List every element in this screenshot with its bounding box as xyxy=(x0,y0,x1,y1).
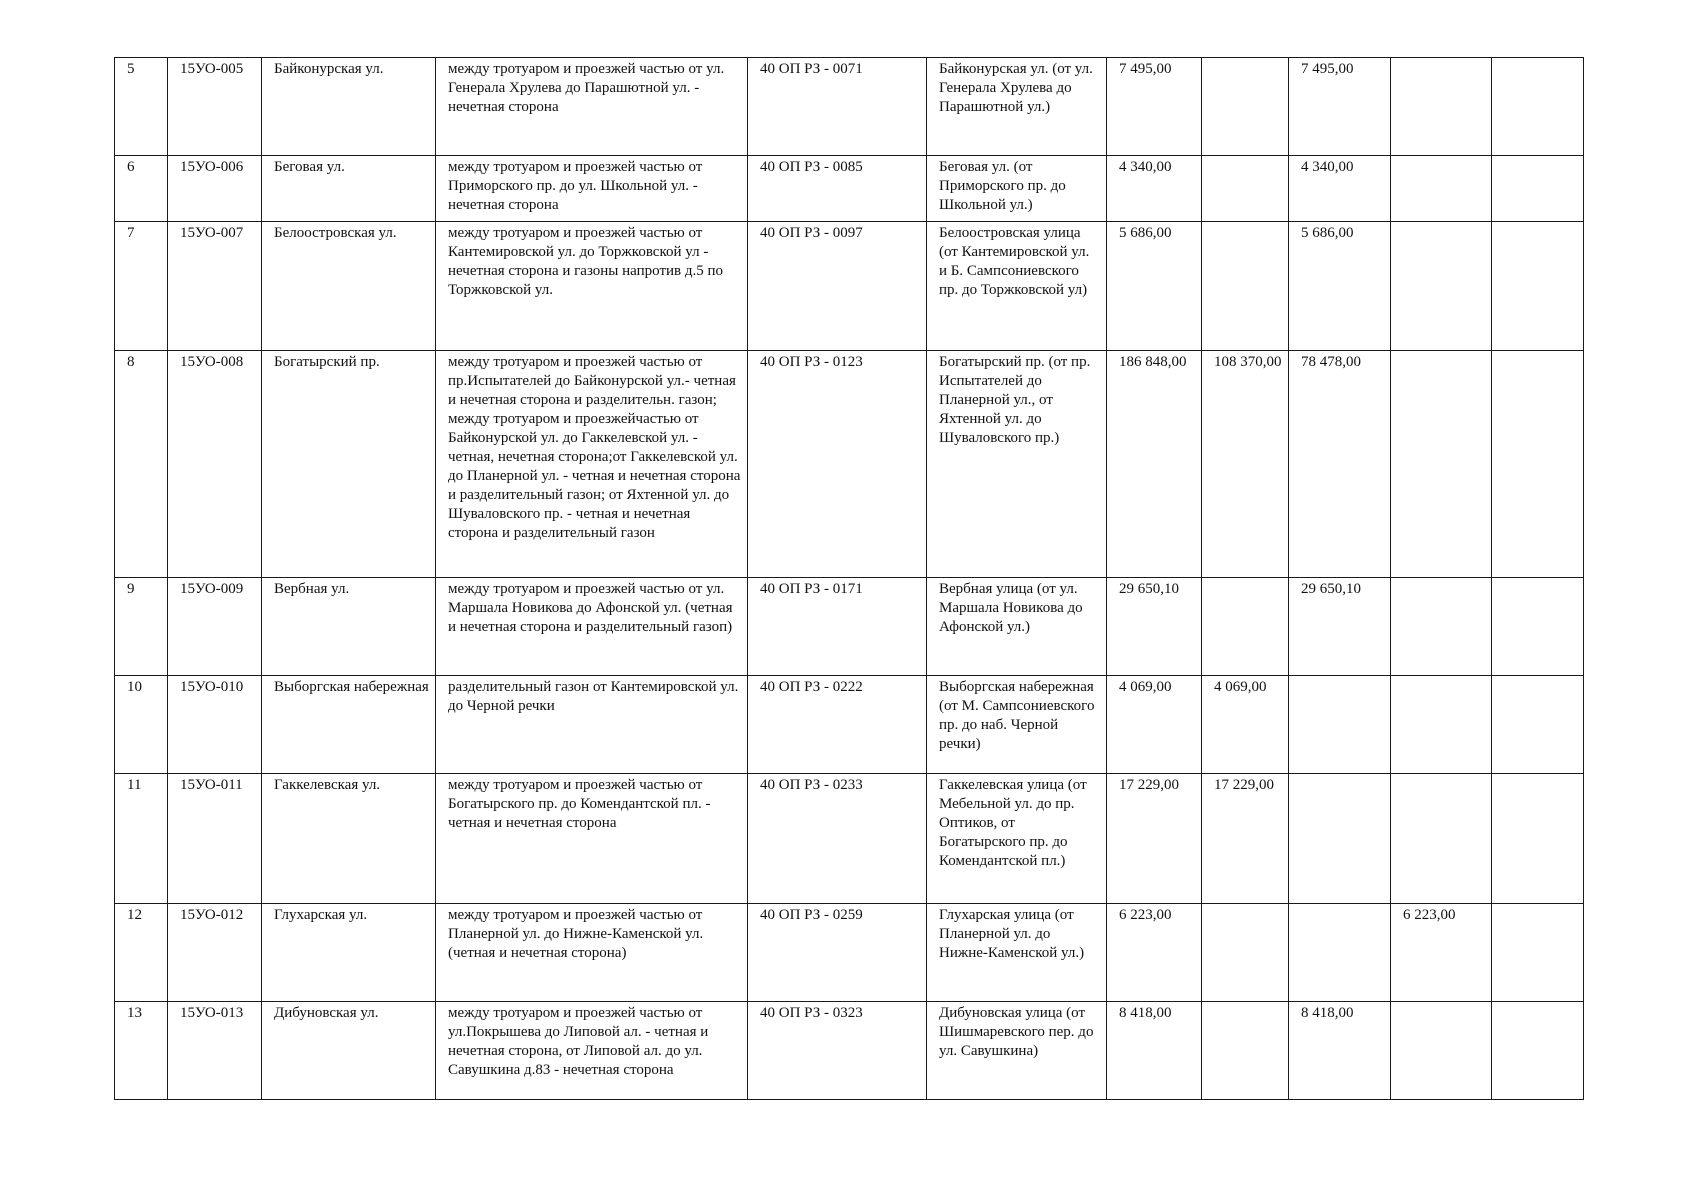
street-name: Вербная ул. xyxy=(262,578,436,676)
row-number: 11 xyxy=(115,774,168,904)
area-col-10 xyxy=(1391,222,1492,351)
area-col-10 xyxy=(1391,156,1492,222)
street-name: Глухарская ул. xyxy=(262,904,436,1002)
road-name: Богатырский пр. (от пр. Испытателей до Планерной ул., от Яхтенной ул. до Шуваловского пр.) xyxy=(927,351,1107,578)
road-name: Дибуновская улица (от Шишмаревского пер. до ул. Савушкина) xyxy=(927,1002,1107,1100)
green-zones-table xyxy=(114,57,1584,1100)
area-col-9: 7 495,00 xyxy=(1289,58,1391,156)
street-name: Гаккелевская ул. xyxy=(262,774,436,904)
area-col-8 xyxy=(1202,904,1289,1002)
area-col-9: 5 686,00 xyxy=(1289,222,1391,351)
table-row xyxy=(115,156,1584,222)
area-total: 6 223,00 xyxy=(1107,904,1202,1002)
area-col-8 xyxy=(1202,58,1289,156)
row-number: 10 xyxy=(115,676,168,774)
table-row xyxy=(115,578,1584,676)
road-id: 40 ОП РЗ - 0085 xyxy=(748,156,927,222)
area-col-10 xyxy=(1391,676,1492,774)
road-name: Белоостровская улица (от Кантемировской ул. и Б. Сампсониевского пр. до Торжковской ул) xyxy=(927,222,1107,351)
road-name: Беговая ул. (от Приморского пр. до Школьной ул.) xyxy=(927,156,1107,222)
row-number: 8 xyxy=(115,351,168,578)
location-description: между тротуаром и проезжей частью от пр.Испытателей до Байконурской ул.- четная и нечетная сторона и разделительн. газон; между тротуаром и проезжейчастью от Байконурской ул. до Гаккелевской ул. - четная, нечетная сторона;от Гаккелевской ул. до Планерной ул. - четная и нечетная сторона и разделительный газон; от Яхтенной ул. до Шуваловского пр. - четная и нечетная сторона и разделительный газон xyxy=(436,351,748,578)
area-col-10 xyxy=(1391,1002,1492,1100)
area-total: 186 848,00 xyxy=(1107,351,1202,578)
location-description: между тротуаром и проезжей частью от ул. Генерала Хрулева до Парашютной ул. - нечетная сторона xyxy=(436,58,748,156)
table-row xyxy=(115,351,1584,578)
location-description: между тротуаром и проезжей частью от Кантемировской ул. до Торжковской ул - нечетная сторона и газоны напротив д.5 по Торжковской ул. xyxy=(436,222,748,351)
area-col-9: 29 650,10 xyxy=(1289,578,1391,676)
area-col-11 xyxy=(1492,1002,1584,1100)
area-col-10 xyxy=(1391,351,1492,578)
table-row xyxy=(115,676,1584,774)
road-id: 40 ОП РЗ - 0233 xyxy=(748,774,927,904)
area-col-9: 78 478,00 xyxy=(1289,351,1391,578)
area-col-8 xyxy=(1202,222,1289,351)
area-col-8 xyxy=(1202,1002,1289,1100)
area-col-8: 4 069,00 xyxy=(1202,676,1289,774)
area-col-10 xyxy=(1391,58,1492,156)
area-col-11 xyxy=(1492,222,1584,351)
object-code: 15УО-011 xyxy=(168,774,262,904)
road-name: Байконурская ул. (от ул. Генерала Хрулева до Парашютной ул.) xyxy=(927,58,1107,156)
area-col-8 xyxy=(1202,156,1289,222)
road-name: Глухарская улица (от Планерной ул. до Нижне-Каменской ул.) xyxy=(927,904,1107,1002)
area-col-9 xyxy=(1289,904,1391,1002)
area-col-9 xyxy=(1289,774,1391,904)
location-description: между тротуаром и проезжей частью от ул.Покрышева до Липовой ал. - четная и нечетная сторона, от Липовой ал. до ул. Савушкина д.83 - нечетная сторона xyxy=(436,1002,748,1100)
object-code: 15УО-005 xyxy=(168,58,262,156)
area-col-8: 108 370,00 xyxy=(1202,351,1289,578)
table-row xyxy=(115,904,1584,1002)
row-number: 13 xyxy=(115,1002,168,1100)
location-description: разделительный газон от Кантемировской ул. до Черной речки xyxy=(436,676,748,774)
object-code: 15УО-007 xyxy=(168,222,262,351)
road-id: 40 ОП РЗ - 0222 xyxy=(748,676,927,774)
area-col-8 xyxy=(1202,578,1289,676)
object-code: 15УО-008 xyxy=(168,351,262,578)
area-col-9 xyxy=(1289,676,1391,774)
row-number: 9 xyxy=(115,578,168,676)
road-id: 40 ОП РЗ - 0071 xyxy=(748,58,927,156)
road-id: 40 ОП РЗ - 0123 xyxy=(748,351,927,578)
table-row xyxy=(115,774,1584,904)
area-total: 4 340,00 xyxy=(1107,156,1202,222)
road-name: Выборгская набережная (от М. Сампсониевского пр. до наб. Черной речки) xyxy=(927,676,1107,774)
road-id: 40 ОП РЗ - 0323 xyxy=(748,1002,927,1100)
area-total: 17 229,00 xyxy=(1107,774,1202,904)
area-col-9: 8 418,00 xyxy=(1289,1002,1391,1100)
area-total: 7 495,00 xyxy=(1107,58,1202,156)
object-code: 15УО-006 xyxy=(168,156,262,222)
area-col-11 xyxy=(1492,351,1584,578)
area-total: 8 418,00 xyxy=(1107,1002,1202,1100)
area-col-11 xyxy=(1492,676,1584,774)
area-col-9: 4 340,00 xyxy=(1289,156,1391,222)
road-name: Вербная улица (от ул. Маршала Новикова до Афонской ул.) xyxy=(927,578,1107,676)
road-id: 40 ОП РЗ - 0097 xyxy=(748,222,927,351)
location-description: между тротуаром и проезжей частью от Приморского пр. до ул. Школьной ул. - нечетная сторона xyxy=(436,156,748,222)
location-description: между тротуаром и проезжей частью от Богатырского пр. до Комендантской пл. - четная и нечетная сторона xyxy=(436,774,748,904)
location-description: между тротуаром и проезжей частью от ул. Маршала Новикова до Афонской ул. (четная и нечетная сторона и разделительный газоп) xyxy=(436,578,748,676)
object-code: 15УО-012 xyxy=(168,904,262,1002)
area-col-8: 17 229,00 xyxy=(1202,774,1289,904)
area-col-10 xyxy=(1391,774,1492,904)
area-col-10 xyxy=(1391,578,1492,676)
area-col-11 xyxy=(1492,904,1584,1002)
object-code: 15УО-010 xyxy=(168,676,262,774)
area-col-11 xyxy=(1492,774,1584,904)
area-col-10: 6 223,00 xyxy=(1391,904,1492,1002)
row-number: 12 xyxy=(115,904,168,1002)
object-code: 15УО-013 xyxy=(168,1002,262,1100)
area-col-11 xyxy=(1492,58,1584,156)
street-name: Выборгская набережная xyxy=(262,676,436,774)
table-row xyxy=(115,58,1584,156)
table-row xyxy=(115,222,1584,351)
object-code: 15УО-009 xyxy=(168,578,262,676)
road-id: 40 ОП РЗ - 0171 xyxy=(748,578,927,676)
area-total: 29 650,10 xyxy=(1107,578,1202,676)
table-row xyxy=(115,1002,1584,1100)
street-name: Байконурская ул. xyxy=(262,58,436,156)
street-name: Белоостровская ул. xyxy=(262,222,436,351)
row-number: 6 xyxy=(115,156,168,222)
location-description: между тротуаром и проезжей частью от Планерной ул. до Нижне-Каменской ул. (четная и нечетная сторона) xyxy=(436,904,748,1002)
street-name: Дибуновская ул. xyxy=(262,1002,436,1100)
row-number: 7 xyxy=(115,222,168,351)
road-id: 40 ОП РЗ - 0259 xyxy=(748,904,927,1002)
area-total: 5 686,00 xyxy=(1107,222,1202,351)
street-name: Богатырский пр. xyxy=(262,351,436,578)
area-col-11 xyxy=(1492,156,1584,222)
area-col-11 xyxy=(1492,578,1584,676)
row-number: 5 xyxy=(115,58,168,156)
area-total: 4 069,00 xyxy=(1107,676,1202,774)
road-name: Гаккелевская улица (от Мебельной ул. до пр. Оптиков, от Богатырского пр. до Комендантской пл.) xyxy=(927,774,1107,904)
street-name: Беговая ул. xyxy=(262,156,436,222)
